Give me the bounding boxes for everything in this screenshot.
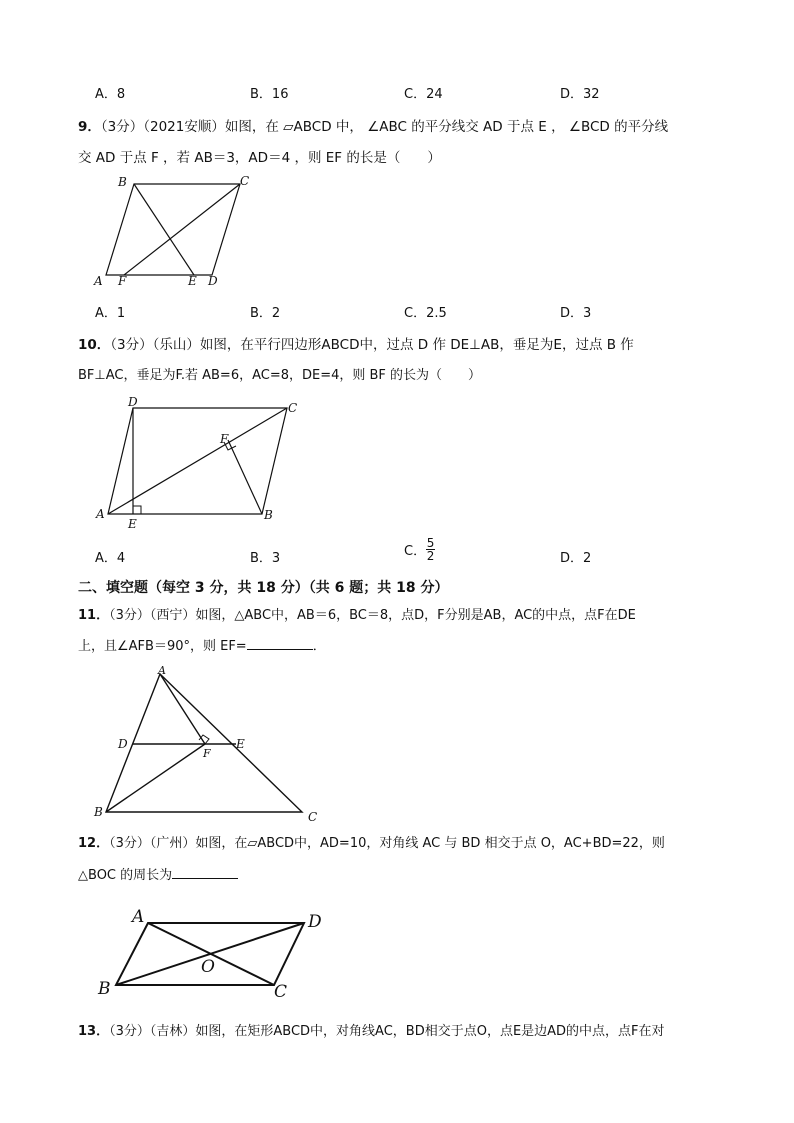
q10-text-line1 <box>78 333 634 353</box>
q11-stem-end: 上，且∠AFB＝90°，则 EF= <box>78 639 247 654</box>
q9-option-b: B．2 <box>250 306 281 321</box>
q13-stem: （3分）（吉林）如图，在矩形ABCD中，对角线AC，BD相交于点O，点E是边AD的中点，点F在对 <box>109 1024 665 1039</box>
q11-stem: （3分）（西宁）如图，△ABC中，AB＝6，BC＝8，点D，F分别是AB，AC的中点，点F在DE <box>109 608 636 623</box>
q12-label-o: O <box>201 957 215 977</box>
q10-frac-numerator: 5 <box>426 536 435 550</box>
q12-figure <box>92 900 342 1005</box>
q10-frac-denominator: 2 <box>426 549 435 563</box>
q10-stem: （3分）（乐山）如图，在平行四边形ABCD中，过点 D 作 DE⊥AB，垂足为E，过点 B 作 <box>110 337 634 353</box>
q12-label-a: A <box>132 907 145 927</box>
q10-figure <box>90 392 310 532</box>
q10-label-a: A <box>96 507 105 521</box>
q9-label-a: A <box>94 274 103 288</box>
q8-option-a: A．8 <box>95 87 126 102</box>
q10-label-d: D <box>128 395 138 409</box>
q10-option-c <box>404 537 435 562</box>
q11-label-b: B <box>94 805 103 819</box>
q10-label-e: E <box>128 517 137 531</box>
q12-stem: （3分）（广州）如图，在▱ABCD中，AD=10，对角线 AC 与 BD 相交于点 O，AC+BD=22，则 <box>109 836 665 851</box>
q11-label-e: E <box>236 737 245 751</box>
q12-text-line2 <box>78 864 238 883</box>
section-2-heading: 二、填空题（每空 3 分，共 18 分）（共 6 题；共 18 分） <box>78 580 449 596</box>
q9-stem: （3分）（2021安顺）如图，在 ▱ABCD 中， ∠ABC 的平分线交 AD 于点 E ， ∠BCD 的平分线 <box>100 119 669 135</box>
q10-number: 10． <box>78 337 111 353</box>
q10-label-f: F <box>220 432 229 446</box>
q9-figure <box>88 172 263 292</box>
q9-label-f: F <box>118 274 127 288</box>
q10-label-b: B <box>264 508 273 522</box>
q9-option-c: C．2.5 <box>404 306 447 321</box>
q10-option-c-fraction <box>426 537 435 562</box>
q9-option-d: D．3 <box>560 306 592 321</box>
q9-label-e: E <box>188 274 197 288</box>
q8-option-b: B．16 <box>250 87 289 102</box>
q12-stem-end: △BOC 的周长为 <box>78 868 173 883</box>
q9-label-d: D <box>208 274 218 288</box>
q11-label-c: C <box>308 810 318 824</box>
q12-label-d: D <box>308 912 322 932</box>
q11-label-f: F <box>203 747 211 760</box>
q9-number: 9． <box>78 119 101 135</box>
q11-label-d: D <box>118 737 128 751</box>
q11-label-a: A <box>158 664 166 677</box>
q9-option-a: A．1 <box>95 306 126 321</box>
q10-option-d: D．2 <box>560 551 592 566</box>
q11-text-line2 <box>78 635 326 654</box>
q10-option-c-label: C． <box>404 544 427 559</box>
q9-text-line2: 交 AD 于点 F ，若 AB＝3，AD＝4 ，则 EF 的长是（ ） <box>78 150 441 166</box>
q10-option-b: B．3 <box>250 551 281 566</box>
q8-option-c: C．24 <box>404 87 443 102</box>
q12-label-c: C <box>274 982 288 1002</box>
q9-text-line1 <box>78 115 668 135</box>
q10-label-c: C <box>288 401 298 415</box>
q10-text-line2: BF⊥AC，垂足为F.若 AB=6，AC=8，DE=4，则 BF 的长为（ ） <box>78 368 482 383</box>
q8-option-d: D．32 <box>560 87 600 102</box>
q12-label-b: B <box>98 979 111 999</box>
q11-period: ． <box>312 639 326 654</box>
q11-figure <box>88 664 333 824</box>
q11-text-line1 <box>78 604 636 623</box>
q9-label-c: C <box>240 174 250 188</box>
q13-text-line1 <box>78 1020 665 1039</box>
q11-answer-blank[interactable] <box>247 649 313 650</box>
q12-number: 12． <box>78 836 110 851</box>
q9-label-b: B <box>118 175 127 189</box>
q10-option-a: A．4 <box>95 551 126 566</box>
q11-number: 11． <box>78 608 110 623</box>
q13-number: 13． <box>78 1024 110 1039</box>
q12-answer-blank[interactable] <box>172 878 238 879</box>
q12-text-line1 <box>78 832 665 851</box>
